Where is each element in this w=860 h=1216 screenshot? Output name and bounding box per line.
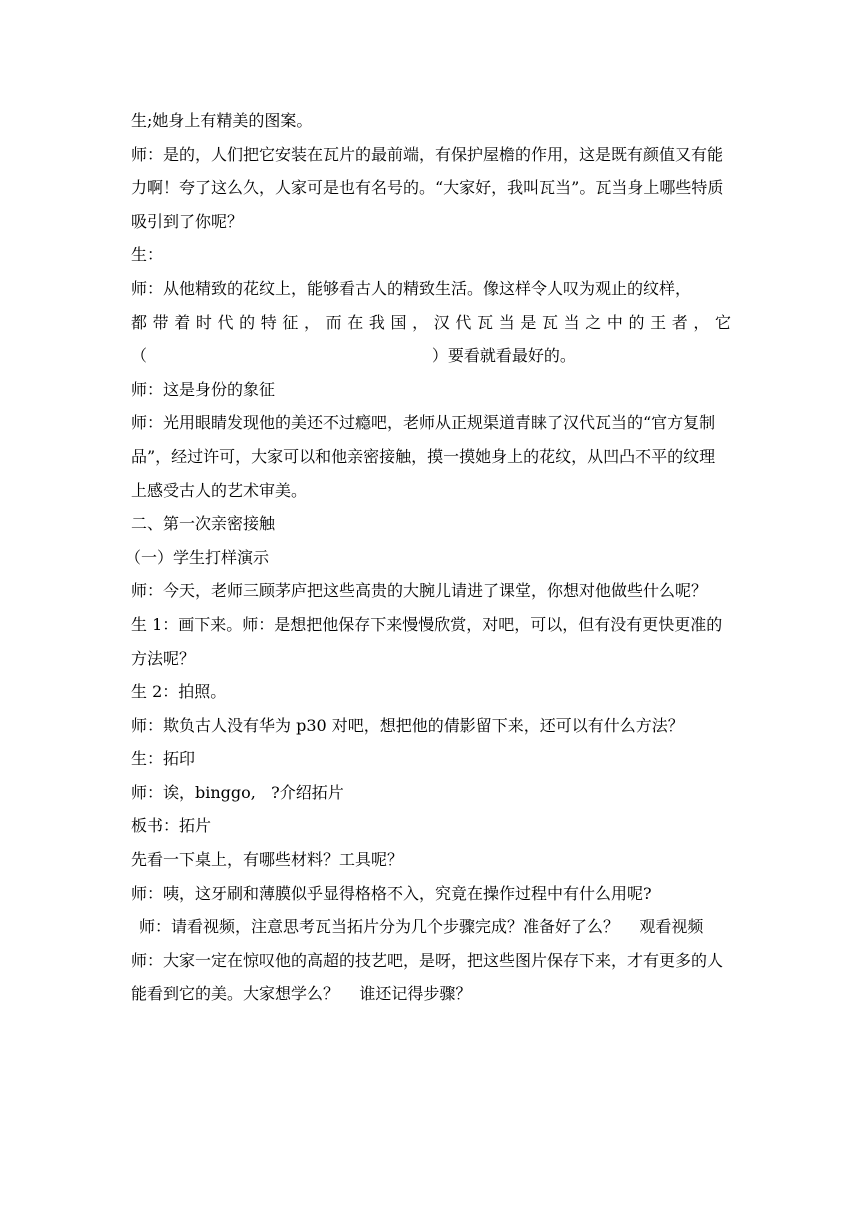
paragraph-student-rubbing: 生：拓印 xyxy=(131,749,196,769)
paragraph-teacher-huawei: 师：欺负古人没有华为 p30 对吧，想把他的倩影留下来，还可以有什么方法？ xyxy=(131,715,684,735)
paragraph-student1-draw: 生 1：画下来。师：是想把他保存下来慢慢欣赏，对吧，可以，但有没有更快更准的方法呢？ xyxy=(131,614,723,668)
paragraph-materials: 先看一下桌上，有哪些材料？工具呢？ xyxy=(131,850,404,870)
paragraph-blackboard-note: 板书：拓片 xyxy=(131,816,212,836)
paragraph-teacher-invite: 师：今天，老师三顾茅庐把这些高贵的大腕儿请进了课堂，你想对他做些什么呢？ xyxy=(131,581,708,601)
subsection-heading-demo: （一）学生打样演示 xyxy=(125,547,270,567)
paragraph-teacher-wadang-intro: 师：是的，人们把它安装在瓦片的最前端，有保护屋檐的作用，这是既有颜值又有能力啊！夸了这么久，人家可是也有名号的。“大家好，我叫瓦当”。瓦当身上哪些特质吸引到了你呢？ xyxy=(131,144,724,231)
paragraph-teacher-status-symbol: 师：这是身份的象征 xyxy=(131,379,276,399)
section-heading-first-contact: 二、第一次亲密接触 xyxy=(131,514,276,534)
document-body xyxy=(125,104,731,1011)
paragraph-teacher-video: 师：请看视频，注意思考瓦当拓片分为几个步骤完成？准备好了么？ 观看视频 xyxy=(139,917,704,937)
paragraph-teacher-pattern-line3: （ ）要看就看最好的。 xyxy=(131,346,576,366)
paragraph-teacher-pattern-line1: 师：从他精致的花纹上，能够看古人的精致生活。像这样令人叹为观止的纹样， xyxy=(131,278,692,298)
paragraph-student2-photo: 生 2：拍照。 xyxy=(131,682,227,702)
paragraph-student-blank: 生： xyxy=(131,245,164,265)
paragraph-student-answer-pattern: 生;她身上有精美的图案。 xyxy=(131,111,313,130)
paragraph-teacher-toothbrush: 师：咦，这牙刷和薄膜似乎显得格格不入，究竟在操作过程中有什么用呢? xyxy=(131,883,652,903)
paragraph-teacher-pattern-line2: 都带着时代的特征，而在我国，汉代瓦当是瓦当之中的王者，它 xyxy=(131,312,731,332)
paragraph-teacher-skill: 师：大家一定在惊叹他的高超的技艺吧，是呀，把这些图片保存下来，才有更多的人能看到它的美。大家想学么？ 谁还记得步骤？ xyxy=(131,950,724,1004)
paragraph-teacher-binggo: 师：诶，binggo, ?介绍拓片 xyxy=(131,782,344,802)
paragraph-teacher-replica: 师：光用眼睛发现他的美还不过瘾吧，老师从正规渠道青睐了汉代瓦当的“官方复制品”，经过许可，大家可以和他亲密接触，摸一摸她身上的花纹，从凹凸不平的纹理上感受古人的艺术审美。 xyxy=(131,413,716,500)
